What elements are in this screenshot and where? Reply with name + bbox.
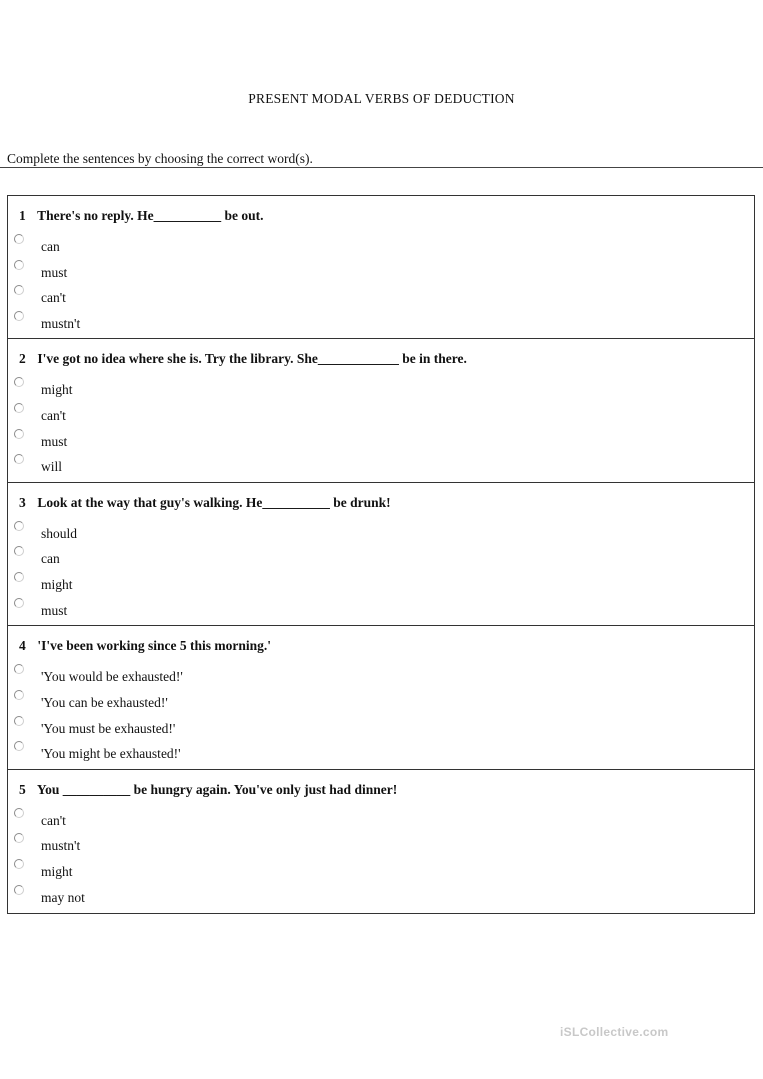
option-label: might [41,382,73,398]
option-cant[interactable] [8,808,754,834]
question-number: 4 [19,638,26,654]
question-text [19,351,467,367]
radio-button[interactable] [14,716,24,726]
option-cant[interactable] [8,285,754,311]
option-label: will [41,459,63,475]
question-5 [8,770,754,913]
radio-button[interactable] [14,664,24,674]
radio-button[interactable] [14,285,24,295]
option-label: mustn't [41,316,81,332]
radio-button[interactable] [14,885,24,895]
radio-button[interactable] [14,572,24,582]
option-can-be-exhausted[interactable] [8,690,754,716]
radio-button[interactable] [14,454,24,464]
option-should[interactable] [8,521,754,547]
watermark: iSLCollective.com [560,1025,669,1039]
option-label: might [41,863,73,879]
option-label: can [41,239,60,254]
option-label: must [41,433,68,449]
question-3 [8,483,754,626]
option-label: might [41,577,73,593]
option-must[interactable] [8,429,754,455]
option-mustnt[interactable] [8,833,754,859]
radio-button[interactable] [14,377,24,387]
options-list [8,521,754,624]
question-4 [8,626,754,769]
question-prompt: There's no reply. He__________ be out. [37,208,264,223]
options-list [8,808,754,911]
option-might[interactable] [8,859,754,885]
radio-button[interactable] [14,741,24,751]
question-2 [8,339,754,482]
question-prompt: 'I've been working since 5 this morning.' [37,638,272,654]
option-cant[interactable] [8,403,754,429]
question-1 [8,196,754,339]
radio-button[interactable] [14,546,24,556]
option-might[interactable] [8,572,754,598]
option-label: can't [41,290,66,306]
option-may-not[interactable] [8,885,754,911]
option-must[interactable] [8,598,754,624]
option-would-be-exhausted[interactable] [8,664,754,690]
option-label: must [41,264,68,280]
option-must[interactable] [8,260,754,286]
radio-button[interactable] [14,260,24,270]
radio-button[interactable] [14,234,24,244]
radio-button[interactable] [14,598,24,608]
question-text [19,782,397,798]
question-number: 1 [19,208,26,223]
question-number: 2 [19,351,26,367]
option-mustnt[interactable] [8,311,754,337]
option-must-be-exhausted[interactable] [8,716,754,742]
options-list [8,664,754,767]
question-text [19,495,391,511]
quiz-box [7,195,755,914]
radio-button[interactable] [14,429,24,439]
question-number: 5 [19,781,26,797]
option-label: must [41,602,68,618]
options-list [8,234,754,337]
option-label: can't [41,408,66,424]
option-label: 'You can be exhausted!' [41,694,168,710]
radio-button[interactable] [14,403,24,413]
option-label: 'You would be exhausted!' [41,669,183,685]
question-text [19,638,271,654]
page-title: PRESENT MODAL VERBS OF DEDUCTION [248,91,515,106]
question-number: 3 [19,494,26,510]
question-prompt: You __________ be hungry again. You've only just had dinner! [36,781,398,797]
radio-button[interactable] [14,808,24,818]
radio-button[interactable] [14,833,24,843]
option-label: can [41,551,60,567]
instructions-text: Complete the sentences by choosing the correct word(s). [7,151,313,166]
question-prompt: Look at the way that guy's walking. He__________ be drunk! [37,494,391,510]
radio-button[interactable] [14,311,24,321]
option-label: 'You might be exhausted!' [41,746,181,762]
radio-button[interactable] [14,690,24,700]
question-text [19,208,264,224]
option-label: mustn't [41,838,81,854]
options-list [8,377,754,480]
divider [0,167,763,168]
option-will[interactable] [8,454,754,480]
option-might-be-exhausted[interactable] [8,741,754,767]
question-prompt: I've got no idea where she is. Try the library. She____________ be in there. [37,351,467,367]
option-label: may not [41,889,85,905]
option-label: 'You must be exhausted!' [41,720,176,736]
radio-button[interactable] [14,859,24,869]
option-label: should [41,525,78,541]
option-label: can't [41,812,66,828]
radio-button[interactable] [14,521,24,531]
option-can[interactable] [8,546,754,572]
option-might[interactable] [8,377,754,403]
option-can[interactable] [8,234,754,260]
